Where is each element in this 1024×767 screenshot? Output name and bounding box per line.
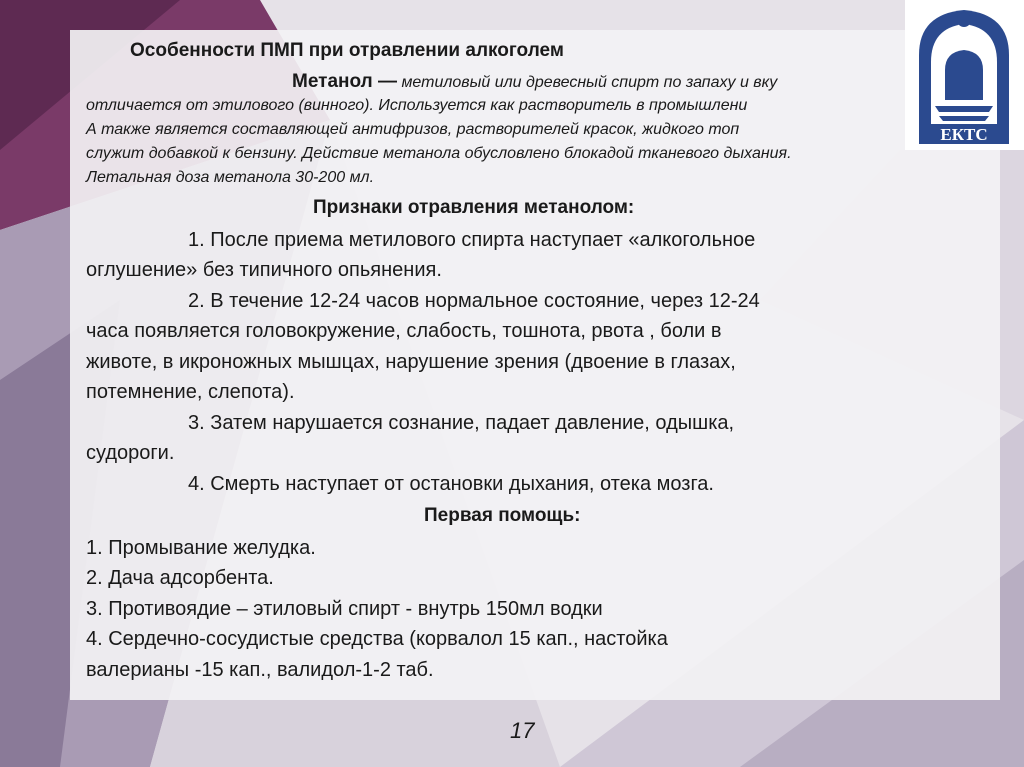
- page-number: 17: [510, 718, 535, 743]
- first-aid-line: 3. Противоядие – этиловый спирт - внутрь 150мл водки: [86, 598, 603, 620]
- svg-text:ЕКТС: ЕКТС: [940, 125, 988, 144]
- first-aid-heading: Первая помощь:: [424, 505, 581, 526]
- signs-line: 2. В течение 12-24 часов нормальное состояние, через 12-24: [188, 290, 760, 312]
- intro-line: А также является составляющей антифризов, растворителей красок, жидкого топ: [86, 121, 740, 138]
- signs-line: потемнение, слепота).: [86, 381, 295, 403]
- intro-line: служит добавкой к бензину. Действие метанола обусловлено блокадой тканевого дыхания.: [86, 145, 792, 162]
- first-aid-line: 1. Промывание желудка.: [86, 537, 316, 559]
- signs-heading: Признаки отравления метанолом:: [313, 197, 635, 218]
- signs-line: судороги.: [86, 442, 175, 464]
- signs-line: 3. Затем нарушается сознание, падает давление, одышка,: [188, 412, 735, 434]
- signs-line: оглушение» без типичного опьянения.: [86, 259, 442, 281]
- first-aid-line: 4. Сердечно-сосудистые средства (корвалол 15 кап., настойка: [86, 628, 668, 650]
- intro-term: Метанол —: [292, 71, 397, 92]
- intro-line: Летальная доза метанола 30-200 мл.: [86, 169, 375, 186]
- first-aid-line: 2. Дача адсорбента.: [86, 567, 274, 589]
- signs-line: часа появляется головокружение, слабость, тошнота, рвота , боли в: [86, 320, 722, 342]
- signs-line: 4. Смерть наступает от остановки дыхания, отека мозга.: [188, 473, 714, 495]
- intro-line: метиловый или древесный спирт по запаху и вку: [401, 74, 778, 91]
- first-aid-line: валерианы -15 кап., валидол-1-2 таб.: [86, 659, 434, 681]
- slide-title: Особенности ПМП при отравлении алкоголем: [130, 40, 564, 61]
- signs-line: 1. После приема метилового спирта наступает «алкогольное: [188, 229, 756, 251]
- intro-line: отличается от этилового (винного). Используется как растворитель в промышлени: [86, 97, 748, 114]
- signs-line: животе, в икроножных мышцах, нарушение зрения (двоение в глазах,: [86, 351, 736, 373]
- intro-first-line: [292, 71, 777, 93]
